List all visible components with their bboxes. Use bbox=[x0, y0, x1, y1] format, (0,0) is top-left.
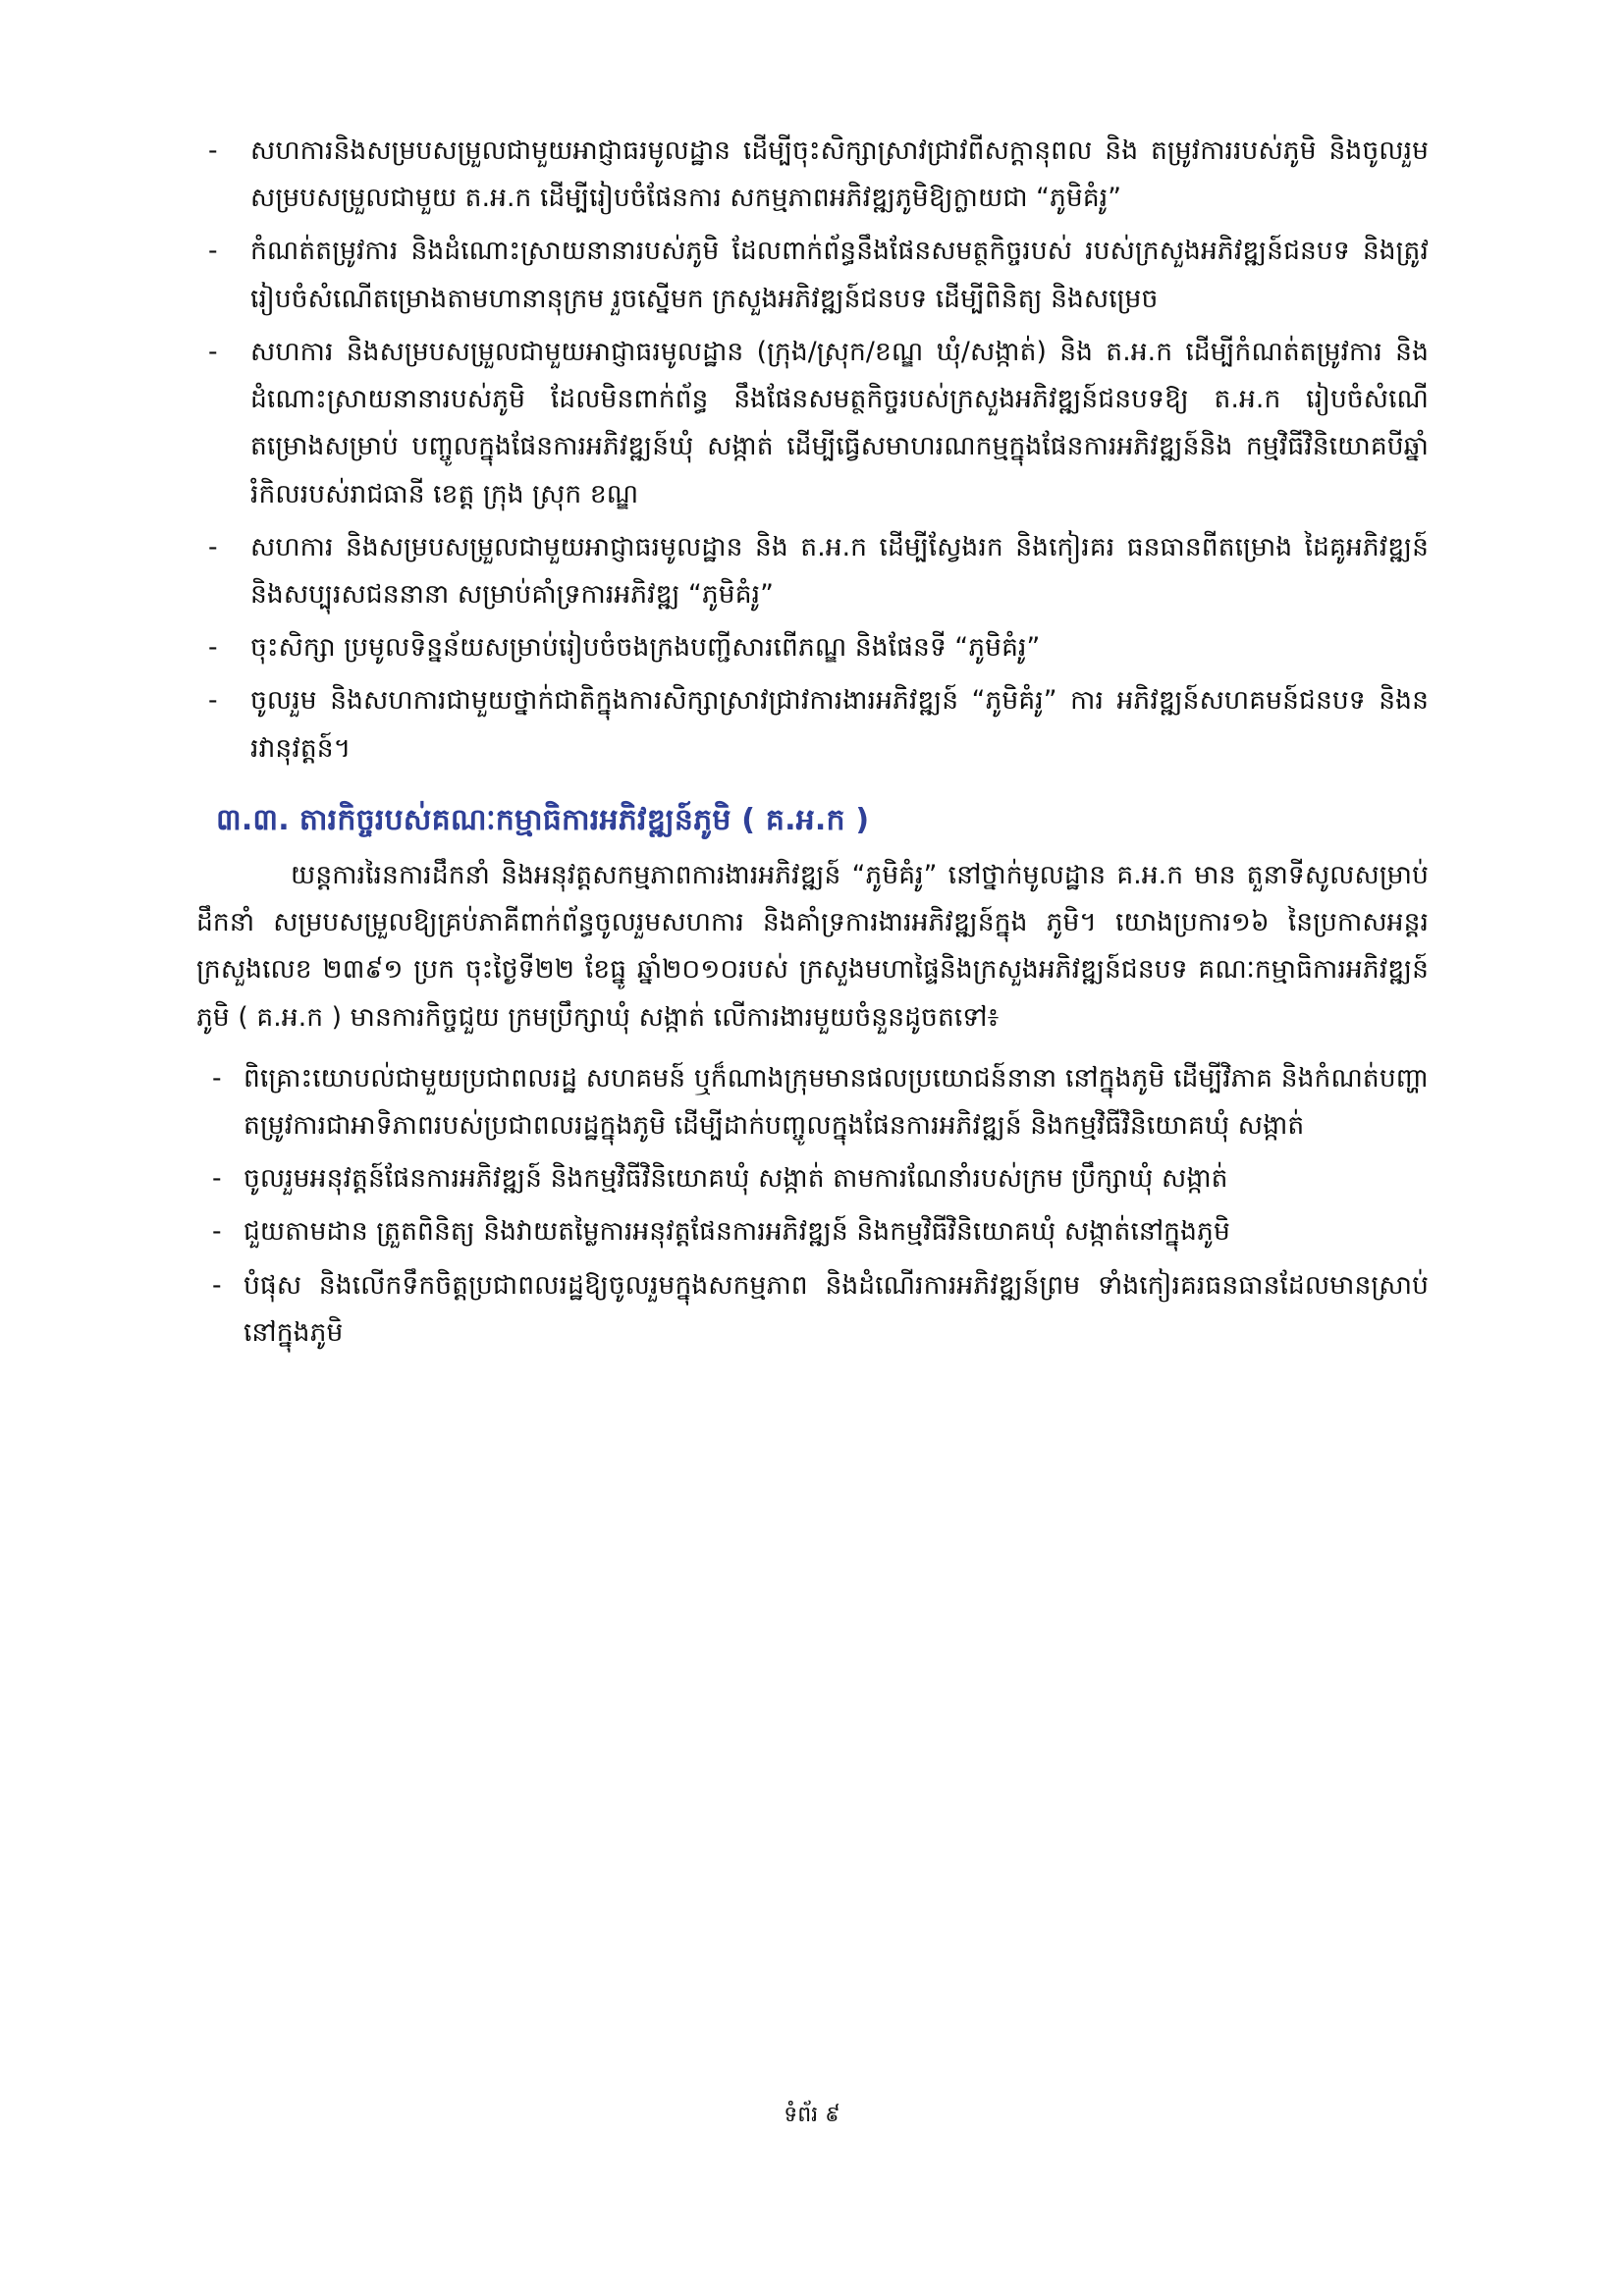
bottom-bullet-list bbox=[196, 1055, 1429, 1357]
bullet-dash-icon: - bbox=[212, 1062, 222, 1094]
list-item bbox=[196, 1262, 1429, 1357]
list-item-text: ចូលរួមអនុវត្តន៍ផែនការអភិវឌ្ឍន៍ និងកម្មវិធីវិនិយោគឃុំ សង្កាត់ តាមការណែនាំរបស់ក្រម ប្រឹក្សាឃុំ សង្កាត់ bbox=[244, 1163, 1228, 1195]
list-item bbox=[196, 1055, 1429, 1149]
bullet-dash-icon: - bbox=[212, 1216, 222, 1248]
list-item bbox=[196, 1208, 1429, 1255]
list-item bbox=[196, 677, 1429, 772]
bullet-dash-icon: - bbox=[212, 1163, 222, 1195]
section-title: តារកិច្ចរបស់គណៈកម្មាធិការអភិវឌ្ឍន៍ភូមិ ( គ.អ.ក ) bbox=[298, 802, 870, 837]
page-number-label: ទំព័រ ៩ bbox=[784, 2103, 840, 2127]
section-heading bbox=[196, 798, 1429, 842]
bullet-dash-icon: - bbox=[208, 685, 218, 717]
list-item-text: ពិគ្រោះយោបល់ជាមួយប្រជាពលរដ្ឋ សហគមន៍ ឬក៏ណាងក្រុមមានផលប្រយោជន៍នានា នៅក្នុងភូមិ ដើម្បីវិភាគ និងកំណត់បញ្ហា តម្រូវការជាអាទិភាពរបស់ប្រជាពលរដ្ឋក្នុងភូមិ ដើម្បីដាក់បញ្ចូលក្នុងផែនការអភិវឌ្ឍន៍ និងកម្មវិធីវិនិយោគឃុំ សង្កាត់ bbox=[244, 1062, 1429, 1141]
list-item bbox=[196, 624, 1429, 671]
list-item bbox=[196, 228, 1429, 322]
page-content bbox=[196, 128, 1429, 1362]
list-item bbox=[196, 524, 1429, 618]
list-item-text: ជួយតាមដាន ត្រួតពិនិត្យ និងវាយតម្លៃការអនុវត្តផែនការអភិវឌ្ឍន៍ និងកម្មវិធីវិនិយោគឃុំ សង្កាត់នៅក្នុងភូមិ bbox=[244, 1216, 1230, 1248]
body-paragraph: យន្តការរៃនការដឹកនាំ និងអនុវត្តសកម្មភាពការងារអភិវឌ្ឍន៍ “ភូមិគំរូ” នៅថ្នាក់មូលដ្ឋាន គ.អ.ក មាន តួនាទីសូលសម្រាប់ដឹកនាំ សម្របសម្រួលឱ្យគ្រប់ភាគីពាក់ព័ន្ធចូលរួមសហការ និងគាំទ្រការងារអភិវឌ្ឍន៍ក្នុង ភូមិ។ យោងប្រការ១៦ នៃប្រកាសអន្តរក្រសួងលេខ ២៣៩១ ប្រក ចុះថ្ងៃទី២២ ខែធ្នូ ឆ្នាំ២០១០របស់ ក្រសួងមហាផ្ទៃនិងក្រសួងអភិវឌ្ឍន៍ជនបទ គណៈកម្មាធិការអភិវឌ្ឍន៍ភូមិ ( គ.អ.ក ) មានការកិច្ចជួយ ក្រមប្រឹក្សាឃុំ សង្កាត់ លើការងារមួយចំនួនដូចតទៅ៖ bbox=[196, 859, 1429, 1033]
list-item bbox=[196, 1155, 1429, 1202]
bullet-dash-icon: - bbox=[208, 632, 218, 664]
bullet-dash-icon: - bbox=[212, 1269, 222, 1301]
list-item bbox=[196, 329, 1429, 518]
list-item-text: ចូលរួម និងសហការជាមួយថ្នាក់ជាតិក្នុងការសិក្សាស្រាវជ្រាវការងារអភិវឌ្ឍន៍ “ភូមិគំរូ” ការ អភិវឌ្ឍន៍សហគមន៍ជនបទ និងនរវានុវត្តន៍។ bbox=[250, 685, 1429, 764]
list-item-text: សហការ និងសម្របសម្រួលជាមួយអាជ្ញាធរមូលដ្ឋាន និង ត.អ.ក ដើម្បីស្វែងរក និងកៀរគរ ធនធានពីតម្រោង ដៃគូអភិវឌ្ឍន៍ និងសប្បុរសជននានា សម្រាប់គាំទ្រការអភិវឌ្ឍ “ភូមិគំរូ” bbox=[250, 531, 1429, 610]
bullet-dash-icon: - bbox=[208, 336, 218, 367]
bullet-dash-icon: - bbox=[208, 236, 218, 267]
list-item-text: ចុះសិក្សា ប្រមូលទិន្នន័យសម្រាប់រៀបចំចងក្រងបញ្ជីសារពើភណ្ឌ និងផែនទី “ភូមិគំរូ” bbox=[250, 632, 1041, 664]
top-bullet-list bbox=[196, 128, 1429, 773]
section-number: ៣.៣. bbox=[216, 802, 290, 837]
page-footer bbox=[0, 2101, 1624, 2132]
list-item-text: កំណត់តម្រូវការ និងដំណោះស្រាយនានារបស់ភូមិ ដែលពាក់ព័ន្ធនឹងផែនសមត្ថកិច្ចរបស់ របស់ក្រសួងអភិវឌ្ឍន៍ជនបទ និងត្រូវរៀបចំសំណើតម្រោងតាមហានានុក្រម រួចស្នើមក ក្រសួងអភិវឌ្ឍន៍ជនបទ ដើម្បីពិនិត្យ និងសម្រេច bbox=[250, 236, 1429, 314]
bullet-dash-icon: - bbox=[208, 531, 218, 562]
list-item bbox=[196, 128, 1429, 222]
list-item-text: សហការនិងសម្របសម្រួលជាមួយអាជ្ញាធរមូលដ្ឋាន ដើម្បីចុះសិក្សាស្រាវជ្រាវពីសក្តានុពល និង តម្រូវការរបស់ភូមិ និងចូលរួមសម្របសម្រួលជាមួយ ត.អ.ក ដើម្បីរៀបចំផែនការ សកម្មភាពអភិវឌ្ឍភូមិឱ្យក្លាយជា “ភូមិគំរូ” bbox=[250, 135, 1429, 214]
list-item-text: បំផុស និងលើកទឹកចិត្តប្រជាពលរដ្ឋឱ្យចូលរួមក្នុងសកម្មភាព និងដំណើរការអភិវឌ្ឍន៍ព្រម ទាំងកៀរគរធនធានដែលមានស្រាប់នៅក្នុងភូមិ bbox=[244, 1269, 1429, 1348]
list-item-text: សហការ និងសម្របសម្រួលជាមួយអាជ្ញាធរមូលដ្ឋាន (ក្រុង/ស្រុក/ខណ្ឌ ឃុំ/សង្កាត់) និង ត.អ.ក ដើម្បីកំណត់តម្រូវការ និងដំណោះស្រាយនានារបស់ភូមិ ដែលមិនពាក់ព័ន្ធ នឹងផែនសមត្ថកិច្ចរបស់ក្រសួងអភិវឌ្ឍន៍ជនបទឱ្យ ត.អ.ក រៀបចំសំណើតម្រោងសម្រាប់ បញ្ចូលក្នុងផែនការអភិវឌ្ឍន៍ឃុំ សង្កាត់ ដើម្បីធ្វើសមាហរណកម្មក្នុងផែនការអភិវឌ្ឍន៍និង កម្មវិធីវិនិយោគបីឆ្នាំរំកិលរបស់រាជធានី ខេត្ត ក្រុង ស្រុក ខណ្ឌ bbox=[250, 336, 1429, 509]
bullet-dash-icon: - bbox=[208, 135, 218, 166]
